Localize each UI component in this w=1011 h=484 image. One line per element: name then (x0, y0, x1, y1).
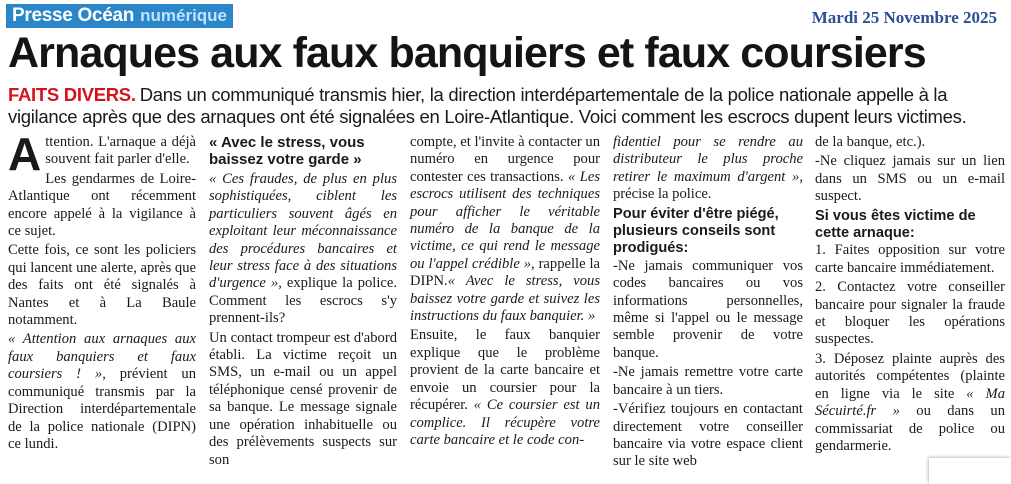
paragraph: « Ces fraudes, de plus en plus sophistiquées, ciblent les particuliers souvent âgés en exploitant leur méconnaissance des procédures bancaires et leur stress face à des situations d'urgence », explique la police. Comment les escrocs s'y prennent-ils? (209, 171, 397, 327)
tip-item: -Vérifiez toujours en contactant directement votre conseiller bancaire via votre espace client sur le site web (613, 401, 803, 470)
step-item: 2. Contactez votre conseiller bancaire pour signaler la fraude et bloquer les opérations suspectes. (815, 279, 1005, 348)
edition-label: numérique (140, 6, 228, 25)
section-rubric: FAITS DIVERS. (8, 84, 136, 105)
article-headline: Arnaques aux faux banquiers et faux coursiers (8, 29, 926, 77)
quote: fidentiel pour se rendre au distributeur le plus proche retirer le maximum d'argent » (613, 134, 803, 185)
article-column-4 (613, 134, 803, 473)
article-column-2 (209, 134, 397, 471)
masthead-logo (6, 4, 233, 28)
opening-paragraph: Attention. L'arnaque a déjà souvent fait parler d'elle. (8, 128, 196, 180)
lede-text: Dans un communiqué transmis hier, la direction interdépartementale de la police nationale appelle à la vigilance après que des arnaques ont été signalées en Loire-Atlantique. Voici comment les escrocs dupent leurs victimes. (8, 84, 967, 127)
brand-name: Presse Océan (12, 5, 135, 26)
subheading-stress: « Avec le stress, vous baissez votre garde » (209, 134, 365, 168)
paragraph: Les gendarmes de Loire-Atlantique ont récemment encore appelé à la vigilance à ce sujet. (8, 170, 196, 240)
subheading-victim: Si vous êtes victime de cette arnaque: (815, 207, 976, 242)
article-column-5 (815, 134, 1005, 457)
paragraph: de la banque, etc.). (815, 134, 926, 150)
paragraph: compte, et l'invite à contacter un numéro en urgence pour contester ces transactions. « Les escrocs utilisent des techniques pour afficher le véritable numéro de la banque de la victime, ce qui rend le message ou l'appel crédible », rappelle la DIPN.« Avec le stress, vous baissez votre garde et suivez les instructions du faux banquier. » (410, 134, 600, 325)
article-column-1 (8, 128, 197, 455)
subheading-tips: Pour éviter d'être piégé, plusieurs conseils sont prodigués: (613, 205, 779, 257)
paragraph: fidentiel pour se rendre au distributeur le plus proche retirer le maximum d'argent », précise la police. (613, 134, 803, 203)
quote: « Ce coursier est un complice. Il récupère votre carte bancaire et le code con- (410, 397, 600, 448)
paragraph: Un contact trompeur est d'abord établi. La victime reçoit un SMS, un e-mail ou un appel téléphonique censé provenir de sa banque. Le message signale une opération inhabituelle ou des prélèvements suspects sur son (209, 329, 397, 468)
issue-date: Mardi 25 Novembre 2025 (811, 8, 997, 27)
article-column-3 (410, 134, 600, 451)
step-item: 1. Faites opposition sur votre carte bancaire immédiatement. (815, 242, 1005, 276)
step-item: 3. Déposez plainte auprès des autorités compétentes (plainte en ligne via le site « Ma Sécuirté.fr » ou dans un commissariat de police ou gendarmerie. (815, 350, 1005, 454)
tip-item: -Ne cliquez jamais sur un lien dans un SMS ou un e-mail suspect. (815, 153, 1005, 205)
tip-item: -Ne jamais communiquer vos codes bancaires ou vos informations personnelles, même si l'appel ou le message semble provenir de votre banque. (613, 257, 803, 361)
tip-item: -Ne jamais remettre votre carte bancaire à un tiers. (613, 364, 803, 398)
paragraph: Ensuite, le faux banquier explique que le problème provient de la carte bancaire et envoie un coursier pour la récupérer. « Ce coursier est un complice. Il récupère votre carte bancaire et le code con- (410, 327, 600, 448)
website-name: « Ma Sécuirté.fr » (815, 385, 1005, 420)
paragraph: Cette fois, ce sont les policiers qui lancent une alerte, après que des faits ont été signalés à Nantes et à La Baule notamment. (8, 242, 197, 329)
quote: « Ces fraudes, de plus en plus sophistiquées, ciblent les particuliers souvent âgés en exploitant leur méconnaissance des procédures bancaires et leur stress face à des situations d'urgence » (209, 171, 397, 292)
drop-cap: A (8, 128, 42, 180)
page-corner-overlay (929, 458, 1011, 484)
article-lede (8, 84, 1003, 128)
quote: « Avec le stress, vous baissez votre garde et suivez les instructions du faux banquier. » (410, 273, 600, 325)
paragraph: « Attention aux arnaques aux faux banquiers et faux coursiers ! », prévient un communiqué transmis par la Direction interdépartementale de la police nationale (DIPN) ce lundi. (8, 331, 197, 452)
quote: « Les escrocs utilisent des techniques pour afficher le véritable numéro de la banque de la victime, ce qui rend le message ou l'appel crédible » (410, 168, 600, 272)
quote: « Attention aux arnaques aux faux banquiers et faux coursiers ! » (8, 331, 196, 383)
